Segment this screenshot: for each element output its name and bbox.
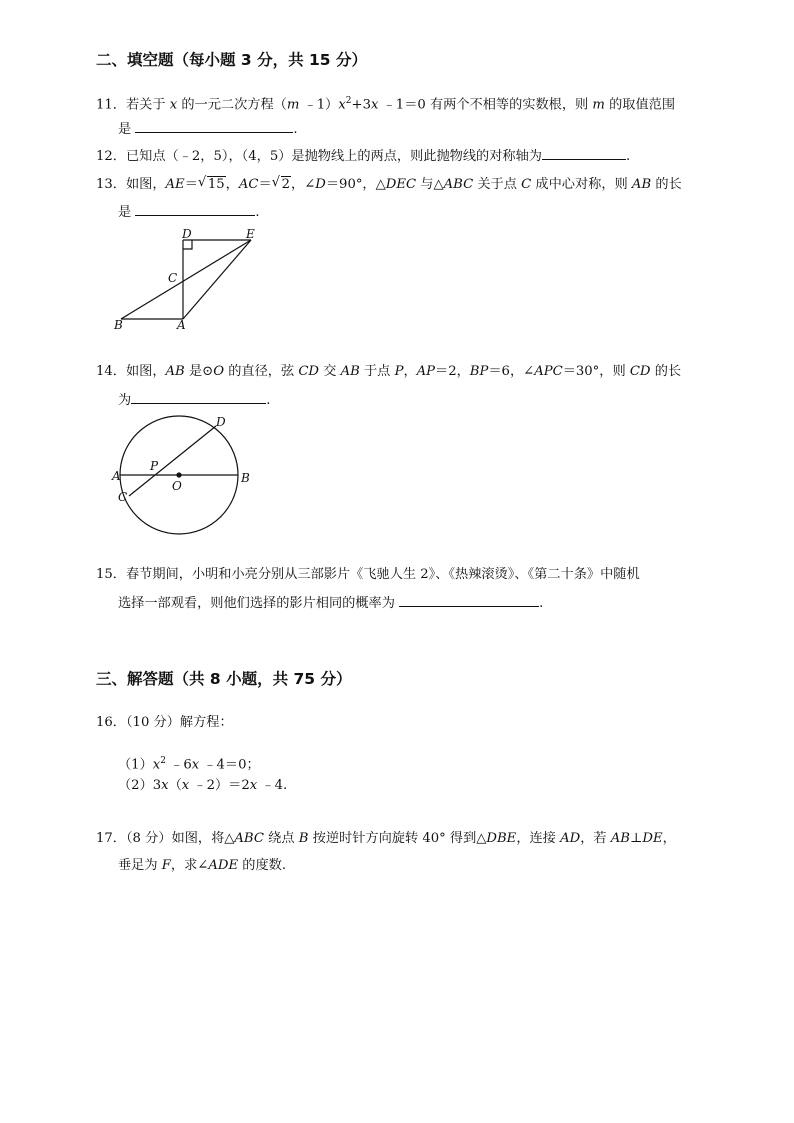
answer-blank-14[interactable] <box>131 390 266 404</box>
question-17-line-2: 垂足为 F，求∠ADE 的度数. <box>118 858 287 873</box>
label-A: A <box>177 318 186 332</box>
sqrt-15: √ 15 <box>197 175 225 192</box>
section-3-title: 三、解答题（共 8 小题，共 75 分） <box>96 670 352 688</box>
question-13-line-1: 13．如图，AE＝ √ 15，AC＝ √ 2，∠D＝90°，△DEC 与△ABC 关于点 C 成中心对称，则 AB 的长 <box>96 175 682 195</box>
answer-blank-15[interactable] <box>399 593 539 607</box>
figure-14-circle <box>110 410 260 538</box>
question-15-line-2: 选择一部观看，则他们选择的影片相同的概率为 . <box>118 593 543 614</box>
label-B: B <box>114 318 123 332</box>
question-17-line-1: 17．（8 分）如图，将△ABC 绕点 B 按逆时针方向旋转 40° 得到△DBE，连接 AD，若 AB⊥DE， <box>96 831 676 846</box>
question-11-line-2: 是 . <box>118 119 298 140</box>
label-O: O <box>172 479 182 493</box>
section-2-title: 二、填空题（每小题 3 分，共 15 分） <box>96 51 367 69</box>
figure-13-triangles <box>110 225 270 335</box>
label-D: D <box>216 415 226 429</box>
label-C: C <box>118 490 128 504</box>
question-11-number: 11． <box>96 97 126 113</box>
question-15-number: 15． <box>96 567 126 582</box>
answer-blank-11[interactable] <box>135 119 293 133</box>
label-B: B <box>241 471 250 485</box>
question-12: 12．已知点（﹣2，5），（4，5）是抛物线上的两点，则此抛物线的对称轴为 . <box>96 146 630 167</box>
label-P: P <box>150 459 159 473</box>
answer-blank-12[interactable] <box>542 146 626 160</box>
question-16-part-2: （2）3x（x ﹣2）＝2x ﹣4. <box>118 778 288 793</box>
question-14-number: 14． <box>96 364 126 379</box>
segment-AE <box>183 240 251 319</box>
question-17-number: 17． <box>96 831 126 846</box>
label-E: E <box>246 227 255 241</box>
answer-blank-13[interactable] <box>135 202 255 216</box>
label-D: D <box>182 227 192 241</box>
question-14-line-2: 为 . <box>118 390 270 411</box>
right-angle-marker <box>183 240 192 249</box>
question-11-line-1: 11．若关于 x 的一元二次方程（m $﹣1)x^2+3x$ ﹣1＝0 有两个不相等的实数根，则 m 的取值范围 <box>96 96 676 113</box>
question-16-number: 16． <box>96 715 126 730</box>
label-C: C <box>168 271 178 285</box>
question-15-line-1: 15．春节期间，小明和小亮分别从三部影片《飞驰人生 2》、《热辣滚烫》、《第二十条》中随机 <box>96 567 640 582</box>
question-13-number: 13． <box>96 177 126 192</box>
question-12-number: 12． <box>96 149 126 164</box>
question-16-part-1: $(1)x^2$ ﹣6x ﹣4＝0； <box>118 756 260 773</box>
question-14-line-1: 14．如图，AB 是⊙O 的直径，弦 CD 交 AB 于点 P，AP＝2，BP＝6，∠APC＝30°，则 CD 的长 <box>96 364 682 379</box>
question-16: 16．（10 分）解方程： <box>96 715 233 730</box>
label-A: A <box>112 469 121 483</box>
center-point-O <box>176 472 181 477</box>
question-13-line-2: 是 . <box>118 202 260 223</box>
sqrt-2: √ 2 <box>271 175 291 192</box>
segment-BE <box>121 240 251 319</box>
